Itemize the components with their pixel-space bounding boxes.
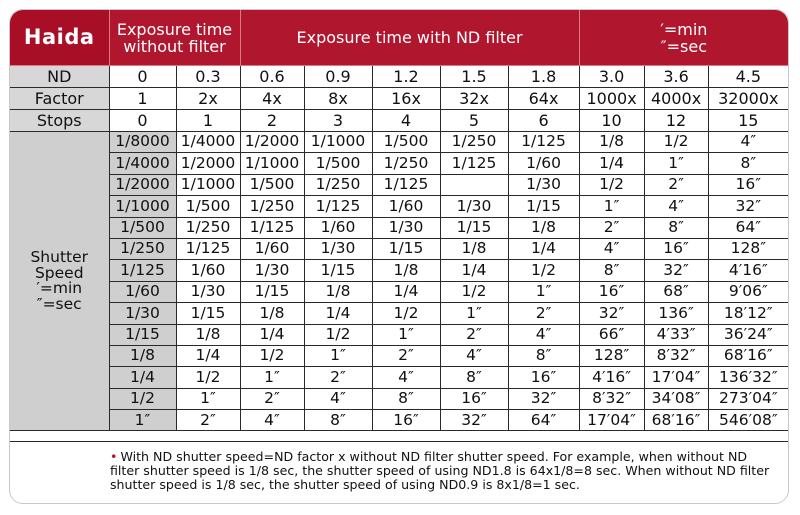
exposure-cell: 1″: [579, 196, 644, 217]
exposure-cell: 1/1000: [304, 132, 372, 153]
meta-cell: 32x: [440, 88, 508, 110]
base-shutter-cell: 1/4000: [109, 153, 176, 174]
exposure-cell: 4′33″: [644, 324, 708, 345]
exposure-cell: 64″: [508, 410, 579, 431]
exposure-cell: 1/250: [372, 153, 440, 174]
meta-cell: 1000x: [579, 88, 644, 110]
header-with-filter: Exposure time with ND filter: [240, 10, 579, 66]
footnote-text: With ND shutter speed=ND factor x without ND filter shutter speed. For example, when without ND filter shutter speed is 1/8 sec, the shutter speed of using ND1.8 is 64x1/8=8 sec. When without ND filter shutter speed is 1/8 sec, the shutter speed of using ND0.9 is 8x1/8=1 sec.: [110, 449, 770, 492]
shutter-speed-label-line: Shutter: [30, 248, 89, 267]
table-row: [10, 281, 788, 302]
meta-cell: 15: [708, 110, 788, 132]
exposure-cell: 1/4: [508, 238, 579, 259]
meta-cell: 64x: [508, 88, 579, 110]
exposure-cell: 1/4: [304, 303, 372, 324]
base-shutter-cell: 1″: [109, 410, 176, 431]
exposure-cell: 1/250: [304, 174, 372, 195]
table-row: [10, 260, 788, 281]
exposure-cell: 1/2: [644, 132, 708, 153]
meta-cell: 4000x: [644, 88, 708, 110]
exposure-cell: 32″: [708, 196, 788, 217]
header-row: [10, 10, 788, 66]
exposure-cell: 1/4000: [176, 132, 240, 153]
exposure-cell: 4″: [579, 238, 644, 259]
table-row: [10, 132, 788, 153]
header-without-filter-text: Exposure time without filter: [116, 19, 233, 56]
table-row: [10, 367, 788, 388]
exposure-cell: 8″: [304, 410, 372, 431]
exposure-cell: 2″: [240, 388, 304, 409]
exposure-cell: 32″: [440, 410, 508, 431]
exposure-cell: 4″: [372, 367, 440, 388]
exposure-cell: 1/8: [304, 281, 372, 302]
exposure-cell: 1/125: [440, 153, 508, 174]
bullet-icon: •: [110, 449, 118, 464]
exposure-cell: 4″: [240, 410, 304, 431]
header-units: [579, 10, 788, 66]
exposure-cell: 1/1000: [176, 174, 240, 195]
meta-cell: 1.8: [508, 66, 579, 88]
base-shutter-cell: 1/60: [109, 281, 176, 302]
base-shutter-cell: 1/8: [109, 345, 176, 366]
meta-row-factor: [10, 88, 788, 110]
exposure-cell: 1/8: [372, 260, 440, 281]
exposure-cell: 1/4: [579, 153, 644, 174]
meta-cell: 0.6: [240, 66, 304, 88]
exposure-cell: 1/30: [304, 238, 372, 259]
meta-cell: 5: [440, 110, 508, 132]
nd-exposure-card: [9, 9, 789, 504]
exposure-cell: 1/125: [304, 196, 372, 217]
exposure-cell: 16″: [440, 388, 508, 409]
exposure-cell: 273′04″: [708, 388, 788, 409]
exposure-cell: 32″: [508, 388, 579, 409]
exposure-cell: 1/4: [440, 260, 508, 281]
exposure-cell: 1/500: [372, 132, 440, 153]
exposure-cell: 34′08″: [644, 388, 708, 409]
exposure-cell: 1/4: [372, 281, 440, 302]
exposure-cell: 1/4: [240, 324, 304, 345]
exposure-cell: 1/2: [579, 174, 644, 195]
exposure-cell: 1″: [304, 345, 372, 366]
base-shutter-cell: 1/8000: [109, 132, 176, 153]
exposure-cell: 16″: [579, 281, 644, 302]
exposure-cell: 4″: [304, 388, 372, 409]
exposure-cell: 136′32″: [708, 367, 788, 388]
exposure-cell: 1/15: [240, 281, 304, 302]
exposure-cell: 1/500: [240, 174, 304, 195]
exposure-cell: 1/125: [240, 217, 304, 238]
exposure-cell: 1″: [176, 388, 240, 409]
exposure-cell: 1/15: [304, 260, 372, 281]
exposure-cell: 8′32″: [579, 388, 644, 409]
exposure-cell: 1/60: [508, 153, 579, 174]
exposure-cell: 8″: [708, 153, 788, 174]
footnote: [10, 441, 788, 503]
exposure-cell: 8″: [372, 388, 440, 409]
meta-cell: 2: [240, 110, 304, 132]
exposure-cell: 1/30: [440, 196, 508, 217]
table-body: [10, 10, 788, 431]
exposure-table: [10, 10, 788, 431]
table-row: [10, 324, 788, 345]
exposure-cell: 8″: [508, 345, 579, 366]
table-row: [10, 217, 788, 238]
exposure-cell: 8″: [579, 260, 644, 281]
base-shutter-cell: 1/2000: [109, 174, 176, 195]
exposure-cell: 16″: [708, 174, 788, 195]
exposure-cell: 1/125: [176, 238, 240, 259]
exposure-cell: 1″: [240, 367, 304, 388]
exposure-cell: 1/2000: [240, 132, 304, 153]
base-shutter-cell: 1/30: [109, 303, 176, 324]
base-shutter-cell: 1/125: [109, 260, 176, 281]
header-unit-sec: ″=sec: [660, 36, 707, 56]
exposure-cell: 1/15: [508, 196, 579, 217]
meta-label: ND: [10, 66, 109, 88]
exposure-cell: 4′16″: [708, 260, 788, 281]
exposure-cell: 136″: [644, 303, 708, 324]
exposure-cell: 1/500: [304, 153, 372, 174]
exposure-cell: 1/8: [579, 132, 644, 153]
exposure-cell: 2″: [579, 217, 644, 238]
exposure-cell: 68″: [644, 281, 708, 302]
meta-cell: 3.0: [579, 66, 644, 88]
exposure-cell: 1/2: [304, 324, 372, 345]
exposure-cell: 17′04″: [644, 367, 708, 388]
meta-cell: 4: [372, 110, 440, 132]
shutter-speed-label-line: ″=sec: [36, 294, 82, 313]
exposure-cell: 1/2000: [176, 153, 240, 174]
exposure-cell: 8′32″: [644, 345, 708, 366]
exposure-cell: 1/8: [176, 324, 240, 345]
base-shutter-cell: 1/4: [109, 367, 176, 388]
table-row: [10, 303, 788, 324]
exposure-cell: 1/500: [176, 196, 240, 217]
meta-cell: 16x: [372, 88, 440, 110]
base-shutter-cell: 1/2: [109, 388, 176, 409]
exposure-cell: 1/1000: [240, 153, 304, 174]
exposure-cell: 8″: [440, 367, 508, 388]
exposure-cell: 32″: [644, 260, 708, 281]
table-row: [10, 345, 788, 366]
exposure-cell: 1/250: [176, 217, 240, 238]
meta-cell: 0: [109, 66, 176, 88]
meta-cell: 3.6: [644, 66, 708, 88]
meta-cell: 0: [109, 110, 176, 132]
exposure-cell: 1/2: [372, 303, 440, 324]
exposure-cell: 1/2: [440, 281, 508, 302]
meta-cell: 32000x: [708, 88, 788, 110]
table-row: [10, 388, 788, 409]
exposure-cell: 1/125: [508, 132, 579, 153]
exposure-cell: 1/30: [240, 260, 304, 281]
exposure-cell: 8″: [644, 217, 708, 238]
meta-cell: 1.5: [440, 66, 508, 88]
exposure-cell: 1/60: [176, 260, 240, 281]
meta-row-nd: [10, 66, 788, 88]
meta-cell: 3: [304, 110, 372, 132]
meta-label: Stops: [10, 110, 109, 132]
exposure-cell: 1/30: [176, 281, 240, 302]
meta-cell: 12: [644, 110, 708, 132]
exposure-cell: 1/250: [440, 132, 508, 153]
meta-cell: 8x: [304, 88, 372, 110]
exposure-cell: 1/250: [240, 196, 304, 217]
exposure-cell: 9′06″: [708, 281, 788, 302]
header-without-filter: [109, 10, 240, 66]
exposure-cell: 16″: [372, 410, 440, 431]
meta-cell: 4.5: [708, 66, 788, 88]
exposure-cell: 1/8: [508, 217, 579, 238]
header-unit-min: ′=min: [660, 19, 708, 39]
exposure-cell: 1/15: [440, 217, 508, 238]
exposure-cell: 68′16″: [708, 345, 788, 366]
exposure-cell: 4″: [508, 324, 579, 345]
meta-cell: 1: [176, 110, 240, 132]
exposure-cell: 4″: [708, 132, 788, 153]
exposure-cell: 1/30: [372, 217, 440, 238]
base-shutter-cell: 1/1000: [109, 196, 176, 217]
base-shutter-cell: 1/500: [109, 217, 176, 238]
table-row: [10, 238, 788, 259]
exposure-cell: 16″: [644, 238, 708, 259]
exposure-cell: 17′04″: [579, 410, 644, 431]
meta-cell: 0.9: [304, 66, 372, 88]
exposure-cell: 16″: [508, 367, 579, 388]
meta-row-stops: [10, 110, 788, 132]
exposure-cell: 2″: [176, 410, 240, 431]
shutter-speed-label-line: Speed: [34, 263, 84, 282]
exposure-cell: 2″: [508, 303, 579, 324]
exposure-cell: 2″: [304, 367, 372, 388]
exposure-cell: 64″: [708, 217, 788, 238]
exposure-cell: 1/8: [240, 303, 304, 324]
meta-cell: 6: [508, 110, 579, 132]
exposure-cell: 1/15: [176, 303, 240, 324]
base-shutter-cell: 1/15: [109, 324, 176, 345]
table-row: [10, 196, 788, 217]
exposure-cell: 1/60: [240, 238, 304, 259]
exposure-cell: [440, 174, 508, 195]
exposure-cell: 2″: [372, 345, 440, 366]
exposure-cell: 1/60: [304, 217, 372, 238]
exposure-cell: 1″: [372, 324, 440, 345]
base-shutter-cell: 1/250: [109, 238, 176, 259]
exposure-cell: 4′16″: [579, 367, 644, 388]
meta-cell: 4x: [240, 88, 304, 110]
exposure-cell: 36′24″: [708, 324, 788, 345]
exposure-cell: 128″: [579, 345, 644, 366]
meta-cell: 2x: [176, 88, 240, 110]
exposure-cell: 1/2: [240, 345, 304, 366]
shutter-speed-label-line: ′=min: [36, 279, 83, 298]
table-row: [10, 410, 788, 431]
exposure-cell: 1″: [508, 281, 579, 302]
exposure-cell: 1/15: [372, 238, 440, 259]
exposure-cell: 2″: [440, 324, 508, 345]
exposure-cell: 1/30: [508, 174, 579, 195]
table-row: [10, 153, 788, 174]
exposure-cell: 4″: [440, 345, 508, 366]
shutter-speed-label: [10, 132, 109, 431]
exposure-cell: 18′12″: [708, 303, 788, 324]
exposure-cell: 4″: [644, 196, 708, 217]
exposure-cell: 546′08″: [708, 410, 788, 431]
exposure-cell: 1″: [440, 303, 508, 324]
exposure-cell: 1/8: [440, 238, 508, 259]
meta-cell: 10: [579, 110, 644, 132]
exposure-cell: 1/2: [508, 260, 579, 281]
brand-logo: Haida: [10, 10, 109, 66]
exposure-cell: 1/2: [176, 367, 240, 388]
meta-cell: 1: [109, 88, 176, 110]
meta-cell: 1.2: [372, 66, 440, 88]
table-row: [10, 174, 788, 195]
exposure-cell: 1/60: [372, 196, 440, 217]
exposure-cell: 32″: [579, 303, 644, 324]
meta-label: Factor: [10, 88, 109, 110]
exposure-cell: 1/125: [372, 174, 440, 195]
exposure-cell: 128″: [708, 238, 788, 259]
exposure-cell: 1/4: [176, 345, 240, 366]
exposure-cell: 68′16″: [644, 410, 708, 431]
meta-cell: 0.3: [176, 66, 240, 88]
exposure-cell: 1″: [644, 153, 708, 174]
exposure-cell: 2″: [644, 174, 708, 195]
exposure-cell: 66″: [579, 324, 644, 345]
